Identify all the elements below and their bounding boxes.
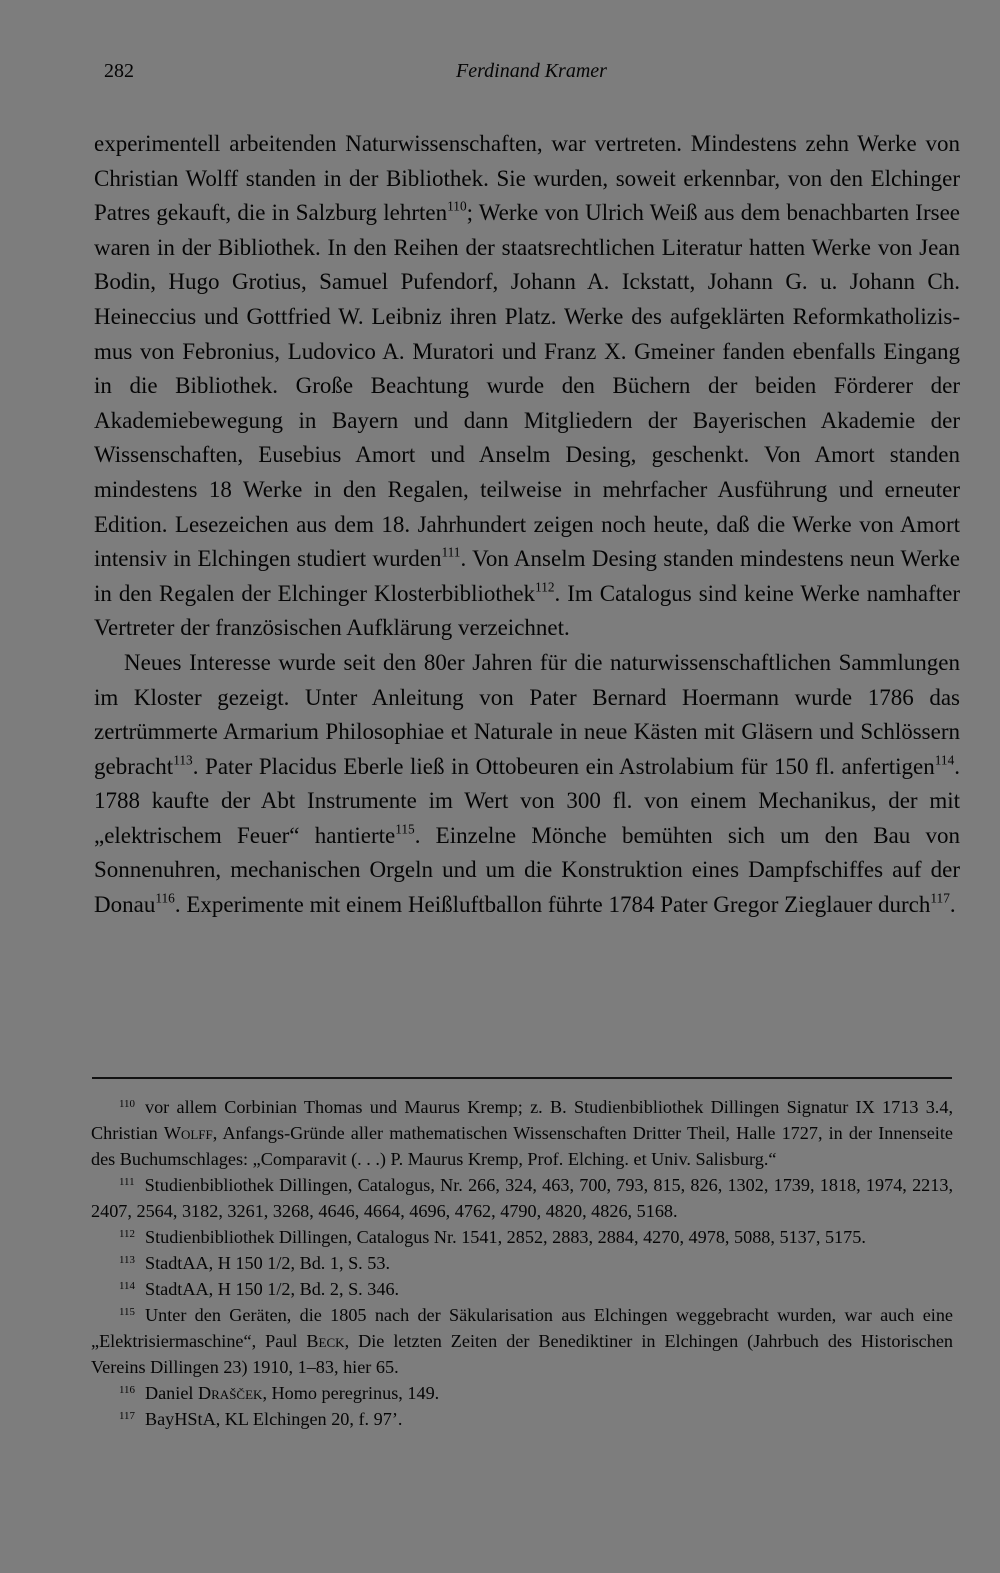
footnote-text: Studienbibliothek Dillingen, Catalogus Nr. 1541, 2852, 2883, 2884, 4270, 4978, 5088, 5137, 5175. xyxy=(144,1227,866,1247)
footnote-110 xyxy=(91,1094,953,1172)
footnote-text: vor allem Corbinian Thomas und Maurus Kremp; z. B. Studienbibliothek Dillingen Signatur IX 1713 3.4, Christian xyxy=(91,1097,953,1143)
text-run: . Pater Placidus Eberle ließ in Ottobeuren ein Astrolabium für 150 fl. anfertigen xyxy=(192,753,935,779)
footnote-ref-114[interactable]: 114 xyxy=(934,752,955,768)
footnote-text: , Die letzten Zeiten der Benediktiner in Elchingen (Jahrbuch des Historischen Vereins Dillingen 23) 1910, 1–83, hier 65. xyxy=(91,1331,953,1377)
main-text xyxy=(94,127,960,923)
footnote-ref-116[interactable]: 116 xyxy=(155,890,175,906)
footnote-text: StadtAA, H 150 1/2, Bd. 1, S. 53. xyxy=(144,1253,391,1273)
footnote-number: 112 xyxy=(119,1228,135,1240)
footnote-114 xyxy=(91,1276,953,1302)
footnote-text: Unter den Geräten, die 1805 nach der Säkularisation aus Elchingen weggebracht wurden, war auch eine „Elektrisiermaschine“, Paul xyxy=(91,1305,953,1351)
footnote-113 xyxy=(91,1250,953,1276)
footnote-text: StadtAA, H 150 1/2, Bd. 2, S. 346. xyxy=(144,1279,400,1299)
footnote-text: , Homo peregrinus, 149. xyxy=(262,1383,440,1403)
footnote-number: 114 xyxy=(119,1280,135,1292)
footnote-number: 110 xyxy=(119,1098,135,1110)
footnote-number: 117 xyxy=(119,1410,135,1422)
text-run: . Im Catalogus sind keine Werke namhafter Vertreter der französischen Aufklärung verzeichnet. xyxy=(94,580,960,641)
footnote-ref-110[interactable]: 110 xyxy=(447,198,467,214)
footnote-ref-111[interactable]: 111 xyxy=(441,544,461,560)
footnotes xyxy=(91,1094,953,1432)
paragraph xyxy=(94,646,960,923)
footnote-text: BayHStA, KL Elchingen 20, f. 97’. xyxy=(144,1409,403,1429)
footnote-111 xyxy=(91,1172,953,1224)
page-number: 282 xyxy=(104,60,134,82)
text-run: . Einzelne Mönche bemühten sich um den Bau von Sonnenuhren, mechanischen Orgeln und um die Konstruktion eines Dampfschiffes auf der Donau xyxy=(94,822,960,918)
footnote-number: 113 xyxy=(119,1254,135,1266)
text-run: . 1788 kaufte der Abt Instrumente im Wert von 300 fl. von einem Mechanikus, der mit „elektrischem Feuer“ hantierte xyxy=(94,753,960,848)
author-name: Beck xyxy=(306,1331,345,1351)
footnote-number: 116 xyxy=(119,1384,135,1396)
footnote-number: 115 xyxy=(119,1306,135,1318)
text-run: . Experimente mit einem Heißluftballon führte 1784 Pater Gregor Zieglauer durch xyxy=(174,892,931,918)
footnote-ref-113[interactable]: 113 xyxy=(173,752,193,768)
footnote-divider xyxy=(92,1077,952,1079)
footnote-number: 111 xyxy=(119,1176,135,1188)
footnote-ref-115[interactable]: 115 xyxy=(395,821,415,837)
paragraph xyxy=(94,127,960,646)
footnote-112 xyxy=(91,1224,953,1250)
footnote-text: Daniel xyxy=(144,1383,198,1403)
text-run: Neues Interesse wurde seit den 80er Jahren für die naturwissenschaftlichen Sammlungen im Kloster gezeigt. Unter Anleitung von Pater Bernard Hoermann wurde 1786 das zertrümmerte Armarium Philosophiae et Naturale in neue Kästen mit Gläsern und Schlössern gebracht xyxy=(94,649,960,779)
footnote-ref-112[interactable]: 112 xyxy=(535,579,555,595)
footnote-115 xyxy=(91,1302,953,1380)
text-run: . Von Anselm Desing standen mindestens neun Werke in den Regalen der Elchinger Klosterbibliothek xyxy=(94,546,961,606)
footnote-text: , Anfangs-Gründe aller mathematischen Wissenschaften Dritter Theil, Halle 1727, in der Innenseite des Buchumschlages: „Comparavit (. . .) P. Maurus Kremp, Prof. Elching. et Univ. Salisburg.“ xyxy=(91,1123,953,1169)
text-run: ; Werke von Ulrich Weiß aus dem benachbarten Irsee waren in der Bibliothek. In den Reihen der staatsrechtlichen Literatur hatten Werke von Jean Bodin, Hugo Grotius, Samuel Pufendorf, Johann A. Ickstatt, Johann G. u. Johann Ch. Heineccius und Gottfried W. Leibniz ihren Platz. Werke des aufgeklärten Reformkatholizismus von Febronius, Ludovico A. Muratori und Franz X. Gmeiner fanden ebenfalls Eingang in die Bibliothek. Große Beachtung wurde den Büchern der beiden Förderer der Akademiebewegung in Bayern und dann Mitgliedern der Bayerischen Akademie der Wissenschaften, Eusebius Amort und Anselm Desing, geschenkt. Von Amort standen mindestens 18 Werke in den Regalen, teilweise in mehrfacher Ausführung und erneuter Edition. Lesezeichen aus dem 18. Jahrhundert zeigen noch heute, daß die Werke von Amort intensiv in Elchingen studiert wurden xyxy=(94,200,960,572)
footnote-text: Studienbibliothek Dillingen, Catalogus, Nr. 266, 324, 463, 700, 793, 815, 826, 1302, 1739, 1818, 1974, 2213, 2407, 2564, 3182, 3261, 3268, 4646, 4664, 4696, 4762, 4790, 4820, 4826, 5168. xyxy=(91,1175,953,1221)
text-run: . xyxy=(949,892,956,918)
author-name: Wolff xyxy=(163,1123,213,1143)
page-header xyxy=(104,60,960,94)
author-name: Drašček xyxy=(198,1383,263,1403)
footnote-116 xyxy=(91,1380,953,1406)
running-title: Ferdinand Kramer xyxy=(456,60,607,82)
text-run: experimentell arbeitenden Naturwissenschaften, war vertreten. Mindestens zehn Werke von Christian Wolff standen in der Bibliothek. Sie wurden, soweit erkennbar, von den Elchinger Patres gekauft, die in Salzburg lehrten xyxy=(94,131,960,226)
footnote-117 xyxy=(91,1406,953,1432)
footnote-ref-117[interactable]: 117 xyxy=(930,890,950,906)
